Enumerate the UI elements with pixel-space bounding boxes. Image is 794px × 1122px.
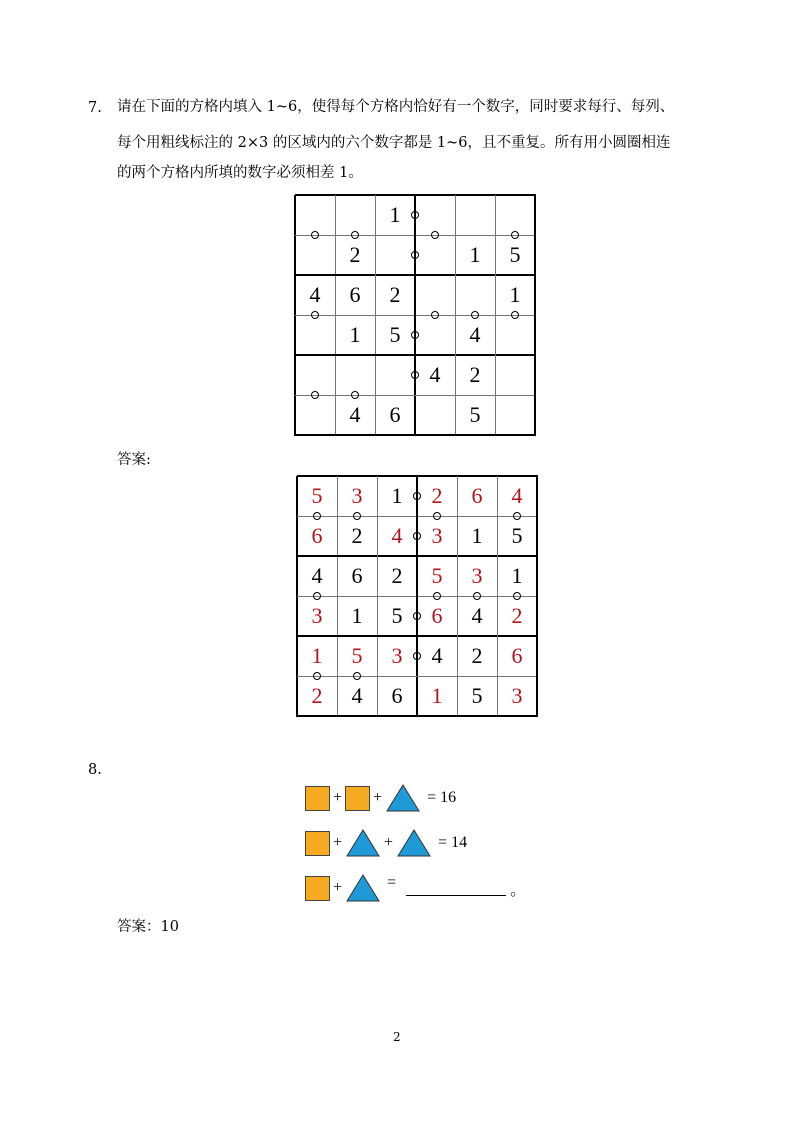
equation-3-end: 。 bbox=[510, 881, 527, 899]
question-7-number: 7. bbox=[88, 100, 102, 116]
solution-cell: 5 bbox=[311, 483, 323, 508]
plus-sign: + bbox=[333, 834, 343, 851]
triangle-icon bbox=[385, 783, 421, 813]
solution-cell: 5 bbox=[351, 643, 363, 668]
connector-circle-icon bbox=[513, 592, 521, 600]
solution-grid bbox=[297, 476, 537, 716]
connector-circle-icon bbox=[411, 211, 419, 219]
solution-cell: 1 bbox=[471, 523, 483, 548]
puzzle-cell bbox=[295, 235, 335, 275]
connector-circle-icon bbox=[433, 592, 441, 600]
solution-cell: 5 bbox=[391, 603, 403, 628]
solution-cell: 6 bbox=[311, 523, 323, 548]
connector-circle-icon bbox=[353, 672, 361, 680]
grid-line bbox=[295, 395, 536, 396]
puzzle-cell bbox=[415, 275, 455, 315]
connector-circle-icon bbox=[431, 231, 439, 239]
grid-line bbox=[455, 195, 456, 436]
connector-circle-icon bbox=[511, 311, 519, 319]
triangle-icon bbox=[345, 828, 381, 858]
connector-circle-icon bbox=[351, 391, 359, 399]
question-7-line-3: 的两个方格内所填的数字必须相差 1。 bbox=[117, 165, 363, 181]
connector-circle-icon bbox=[413, 612, 421, 620]
connector-circle-icon bbox=[313, 592, 321, 600]
grid-line bbox=[416, 476, 418, 717]
connector-circle-icon bbox=[513, 512, 521, 520]
puzzle-cell bbox=[415, 235, 455, 275]
connector-circle-icon bbox=[311, 391, 319, 399]
puzzle-cell: 5 bbox=[389, 322, 401, 347]
triangle-icon bbox=[396, 828, 432, 858]
equation-3 bbox=[305, 873, 526, 903]
square-icon bbox=[345, 786, 370, 811]
puzzle-cell bbox=[415, 195, 455, 235]
puzzle-cell: 4 bbox=[349, 402, 361, 427]
puzzle-cell bbox=[455, 275, 495, 315]
puzzle-cell: 1 bbox=[469, 242, 481, 267]
solution-cell: 4 bbox=[471, 603, 483, 628]
solution-cell: 3 bbox=[311, 603, 323, 628]
solution-cell: 2 bbox=[511, 603, 523, 628]
plus-sign: + bbox=[333, 879, 343, 896]
connector-circle-icon bbox=[313, 672, 321, 680]
puzzle-cell: 2 bbox=[349, 242, 361, 267]
puzzle-grid bbox=[295, 195, 535, 435]
solution-cell: 3 bbox=[351, 483, 363, 508]
puzzle-cell: 4 bbox=[309, 282, 321, 307]
puzzle-cell bbox=[415, 315, 455, 355]
grid-line bbox=[295, 434, 536, 436]
connector-circle-icon bbox=[313, 512, 321, 520]
solution-cell: 1 bbox=[511, 563, 523, 588]
solution-cell: 6 bbox=[471, 483, 483, 508]
square-icon bbox=[305, 831, 330, 856]
puzzle-cell: 4 bbox=[429, 362, 441, 387]
question-8-number: 8. bbox=[88, 762, 102, 778]
puzzle-cell bbox=[455, 195, 495, 235]
puzzle-cell bbox=[495, 195, 535, 235]
puzzle-cell: 1 bbox=[349, 322, 361, 347]
page-number: 2 bbox=[393, 1030, 401, 1044]
solution-cell: 6 bbox=[351, 563, 363, 588]
answer-blank[interactable] bbox=[406, 881, 506, 896]
grid-line bbox=[297, 676, 538, 677]
grid-line bbox=[497, 476, 498, 717]
connector-circle-icon bbox=[413, 532, 421, 540]
connector-circle-icon bbox=[431, 311, 439, 319]
solution-cell: 2 bbox=[431, 483, 443, 508]
puzzle-cell bbox=[495, 355, 535, 395]
connector-circle-icon bbox=[511, 231, 519, 239]
connector-circle-icon bbox=[413, 492, 421, 500]
puzzle-cell bbox=[375, 355, 415, 395]
plus-sign: + bbox=[333, 789, 343, 806]
puzzle-cell: 4 bbox=[469, 322, 481, 347]
equation-1 bbox=[305, 783, 456, 813]
solution-cell: 2 bbox=[351, 523, 363, 548]
puzzle-cell bbox=[335, 355, 375, 395]
question-7-answer-label: 答案: bbox=[117, 452, 151, 468]
solution-cell: 6 bbox=[511, 643, 523, 668]
equation-3-rhs: = bbox=[387, 874, 397, 891]
solution-cell: 4 bbox=[391, 523, 403, 548]
solution-cell: 4 bbox=[311, 563, 323, 588]
connector-circle-icon bbox=[311, 311, 319, 319]
connector-circle-icon bbox=[471, 311, 479, 319]
grid-line bbox=[457, 476, 458, 717]
plus-sign: + bbox=[373, 789, 383, 806]
solution-cell: 3 bbox=[431, 523, 443, 548]
connector-circle-icon bbox=[411, 331, 419, 339]
solution-cell: 1 bbox=[391, 483, 403, 508]
solution-cell: 1 bbox=[311, 643, 323, 668]
solution-cell: 6 bbox=[431, 603, 443, 628]
solution-cell: 5 bbox=[511, 523, 523, 548]
connector-circle-icon bbox=[433, 512, 441, 520]
puzzle-cell bbox=[295, 395, 335, 435]
grid-line bbox=[297, 715, 538, 717]
grid-line bbox=[297, 635, 538, 637]
plus-sign: + bbox=[384, 834, 394, 851]
grid-line bbox=[295, 354, 536, 356]
solution-cell: 4 bbox=[431, 643, 443, 668]
connector-circle-icon bbox=[411, 371, 419, 379]
puzzle-cell: 1 bbox=[389, 202, 401, 227]
connector-circle-icon bbox=[473, 592, 481, 600]
puzzle-cell: 5 bbox=[469, 402, 481, 427]
square-icon bbox=[305, 786, 330, 811]
equation-1-rhs: = 16 bbox=[427, 789, 457, 806]
connector-circle-icon bbox=[413, 652, 421, 660]
solution-cell: 4 bbox=[511, 483, 523, 508]
equation-2-rhs: = 14 bbox=[438, 834, 468, 851]
solution-cell: 2 bbox=[311, 683, 323, 708]
grid-line bbox=[414, 195, 416, 436]
puzzle-cell: 6 bbox=[349, 282, 361, 307]
puzzle-cell: 1 bbox=[509, 282, 521, 307]
puzzle-cell bbox=[295, 195, 335, 235]
question-7-line-1: 请在下面的方格内填入 1~6，使得每个方格内恰好有一个数字，同时要求每行、每列、 bbox=[117, 99, 675, 115]
puzzle-cell bbox=[375, 235, 415, 275]
solution-cell: 2 bbox=[471, 643, 483, 668]
triangle-icon bbox=[345, 873, 381, 903]
puzzle-cell: 5 bbox=[509, 242, 521, 267]
solution-cell: 4 bbox=[351, 683, 363, 708]
solution-cell: 1 bbox=[351, 603, 363, 628]
puzzle-cell bbox=[295, 315, 335, 355]
puzzle-cell: 2 bbox=[389, 282, 401, 307]
puzzle-cell: 6 bbox=[389, 402, 401, 427]
solution-cell: 2 bbox=[391, 563, 403, 588]
puzzle-cell bbox=[295, 355, 335, 395]
square-icon bbox=[305, 876, 330, 901]
connector-circle-icon bbox=[411, 251, 419, 259]
question-8-answer: 答案：10 bbox=[117, 919, 179, 935]
puzzle-cell bbox=[495, 395, 535, 435]
solution-cell: 5 bbox=[471, 683, 483, 708]
puzzle-cell bbox=[415, 395, 455, 435]
solution-cell: 3 bbox=[471, 563, 483, 588]
puzzle-cell bbox=[495, 315, 535, 355]
grid-line bbox=[534, 195, 536, 436]
connector-circle-icon bbox=[311, 231, 319, 239]
puzzle-cell bbox=[335, 195, 375, 235]
puzzle-cell: 2 bbox=[469, 362, 481, 387]
question-7-line-2: 每个用粗线标注的 2×3 的区域内的六个数字都是 1~6，且不重复。所有用小圆圈相连 bbox=[117, 135, 671, 151]
solution-cell: 5 bbox=[431, 563, 443, 588]
solution-cell: 1 bbox=[431, 683, 443, 708]
grid-line bbox=[536, 476, 538, 717]
grid-line bbox=[495, 195, 496, 436]
equation-2 bbox=[305, 828, 467, 858]
solution-cell: 3 bbox=[391, 643, 403, 668]
connector-circle-icon bbox=[353, 512, 361, 520]
solution-cell: 6 bbox=[391, 683, 403, 708]
solution-cell: 3 bbox=[511, 683, 523, 708]
connector-circle-icon bbox=[351, 231, 359, 239]
